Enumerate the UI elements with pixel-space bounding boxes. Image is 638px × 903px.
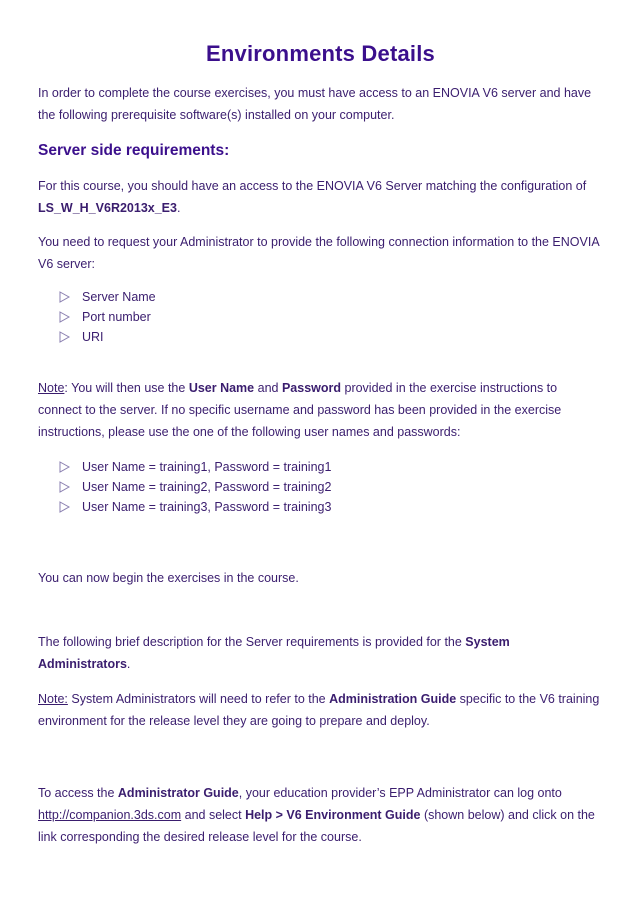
list-item-label: Server Name <box>82 290 156 304</box>
config-paragraph <box>38 175 603 219</box>
list-item-label: User Name = training1, Password = training1 <box>82 460 332 474</box>
note-text: provided in the exercise instructions to connect to the server. If no specific username and password has been provided in the exercise instructions, please use the one of the following user names and passwords: <box>38 381 562 439</box>
note2-text: System Administrators will need to refer to the <box>67 692 330 706</box>
note-label: Note <box>38 381 65 395</box>
note-text: : You will then use the <box>64 381 189 395</box>
list-item-label: User Name = training3, Password = training3 <box>82 500 332 514</box>
triangle-bullet-icon <box>58 501 74 513</box>
request-paragraph: You need to request your Administrator to provide the following connection information to the ENOVIA V6 server: <box>38 235 599 271</box>
connection-info-list <box>38 287 603 347</box>
access-paragraph <box>38 782 603 848</box>
access-text: To access the <box>38 786 118 800</box>
credentials-list <box>38 457 603 517</box>
config-suffix: . <box>176 201 181 215</box>
access-text: (shown below) and click on the link corresponding the desired release level for the course. <box>38 808 595 844</box>
document-page <box>38 40 603 848</box>
triangle-bullet-icon <box>58 481 74 493</box>
list-item <box>58 327 603 347</box>
list-item <box>58 457 603 477</box>
note2-label: Note: <box>38 692 68 706</box>
system-admins-text: System Administrators <box>38 635 510 671</box>
note-text: and <box>254 381 282 395</box>
begin-paragraph: You can now begin the exercises in the course. <box>38 571 299 585</box>
help-menu-path: Help > V6 Environment Guide <box>245 808 421 822</box>
intro-paragraph: In order to complete the course exercises, you must have access to an ENOVIA V6 server and have the following prerequisite software(s) installed on your computer. <box>38 86 592 122</box>
triangle-bullet-icon <box>58 331 74 343</box>
note-password: Password <box>281 381 342 395</box>
companion-link[interactable]: http://companion.3ds.com <box>38 808 182 822</box>
list-item <box>58 307 603 327</box>
page-title: Environments Details <box>206 41 435 66</box>
brief-text: The following brief description for the Server requirements is provided for the <box>38 635 466 649</box>
config-prefix: For this course, you should have an access to the ENOVIA V6 Server matching the configuration of <box>38 179 587 193</box>
administrator-guide-text: Administrator Guide <box>117 786 239 800</box>
server-requirements-heading: Server side requirements: <box>38 142 230 159</box>
list-item <box>58 287 603 307</box>
note-paragraph <box>38 377 603 443</box>
list-item <box>58 477 603 497</box>
brief-text: . <box>126 657 131 671</box>
brief-paragraph <box>38 631 603 675</box>
config-code: LS_W_H_V6R2013x_E3 <box>38 201 177 215</box>
access-text: , your education provider’s EPP Administrator can log onto <box>238 786 562 800</box>
list-item-label: Port number <box>82 310 151 324</box>
note2-paragraph <box>38 688 603 732</box>
triangle-bullet-icon <box>58 311 74 323</box>
note-user-name: User Name <box>188 381 255 395</box>
admin-guide-text: Administration Guide <box>329 692 457 706</box>
triangle-bullet-icon <box>58 291 74 303</box>
note2-text: specific to the V6 training environment for the release level they are going to prepare and deploy. <box>38 692 600 728</box>
access-text: and select <box>181 808 246 822</box>
list-item-label: User Name = training2, Password = training2 <box>82 480 332 494</box>
triangle-bullet-icon <box>58 461 74 473</box>
list-item <box>58 497 603 517</box>
list-item-label: URI <box>82 330 104 344</box>
